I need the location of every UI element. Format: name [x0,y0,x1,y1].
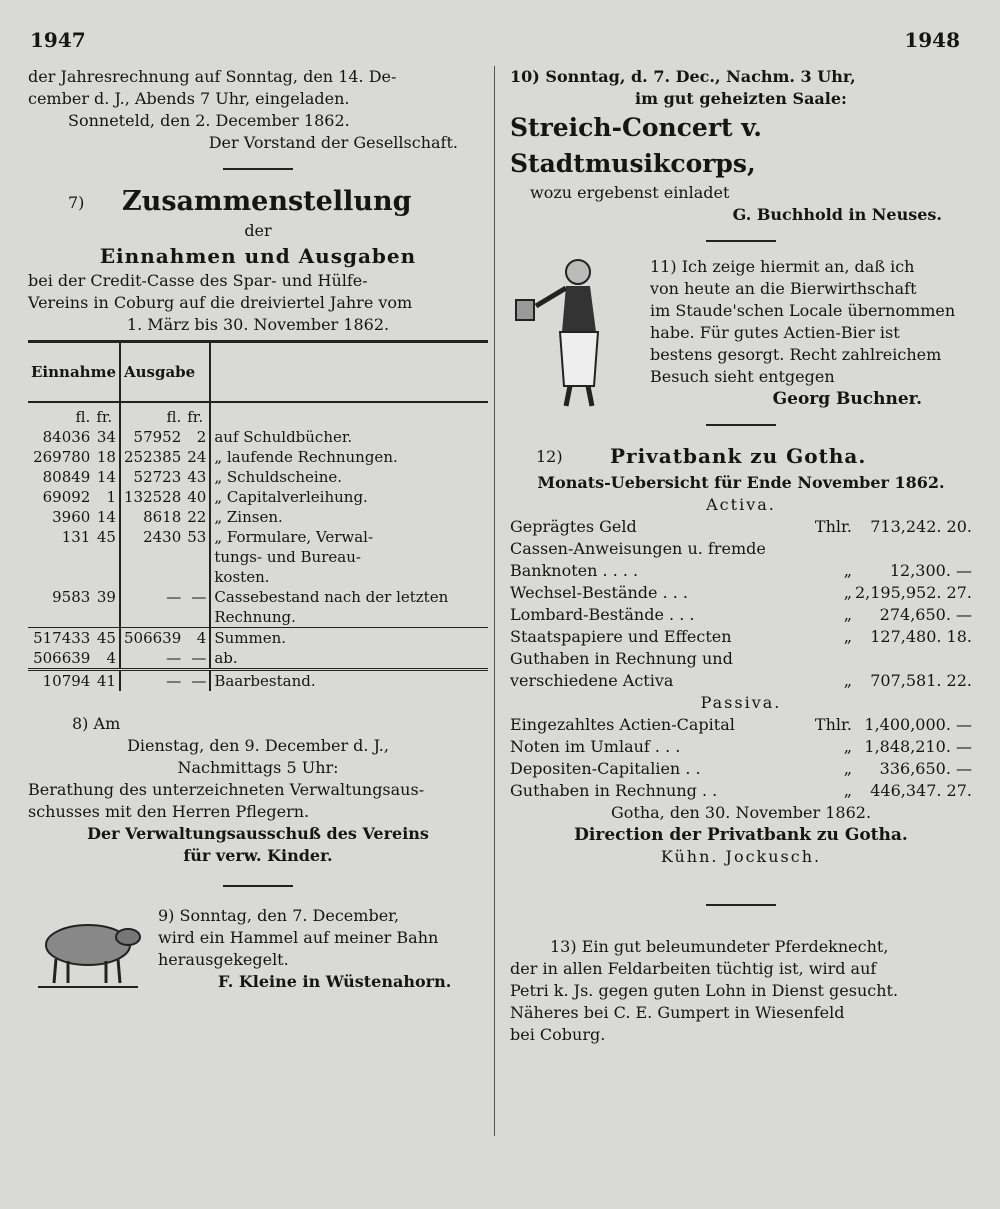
notice-12-subtitle: Monats-Uebersicht für Ende November 1862. [537,473,945,492]
notice-10-line: im gut geheizten Saale: [635,89,847,108]
finance-amt: 12,300. — [889,561,972,580]
table-cell: auf Schuldbücher. [214,428,353,446]
ledger-sums [28,628,488,670]
intro-signature: Der Vorstand der Gesellschaft. [208,133,458,152]
notice-10-line: wozu ergebenst einladet [530,183,730,202]
unit-fl: fl. [120,402,184,427]
finance-cur [806,538,852,560]
finance-row [510,538,972,560]
finance-row [510,780,972,802]
table-cell: „ laufende Rechnungen. [214,448,398,466]
separator [706,240,776,242]
table-cell: 517433 [28,628,93,649]
finance-cur: „ [843,737,852,756]
table-cell [120,567,184,587]
table-cell: 252385 [123,448,182,466]
finance-row [510,758,972,780]
finance-row [510,736,972,758]
finance-cur: „ [843,583,852,602]
table-cell [28,567,93,587]
table-row [28,648,488,670]
notice-9-line: 9) Sonntag, den 7. December, [158,906,400,925]
finance-amt [852,538,972,560]
table-cell: — [166,588,182,606]
notice-8-line: Dienstag, den 9. December d. J., [127,736,389,755]
finance-label: Geprägtes Geld [510,517,637,536]
table-cell: 131 [61,528,91,546]
table-cell: — [120,670,184,692]
notice-13-line: 13) Ein gut beleumundeter Pferdeknecht, [550,937,889,956]
finance-row [510,582,972,604]
finance-amt: 1,848,210. — [864,737,972,756]
finance-label: Guthaben in Rechnung . . [510,781,718,800]
table-cell: 43 [184,467,210,487]
notice-7-title: Zusammenstellung [122,186,412,217]
table-row [28,487,488,507]
table-cell [28,607,93,628]
finance-label: Banknoten . . . . [510,561,639,580]
finance-label: Staatspapiere und Effecten [510,627,732,646]
finance-row [510,560,972,582]
table-cell: Rechnung. [214,608,296,626]
notice-12-number: 12) [536,447,563,466]
table-row [28,427,488,447]
table-cell: 45 [93,628,120,649]
notice-7-number: 7) [68,193,85,212]
intro-place: Sonneteld, den 2. December 1862. [68,111,350,130]
table-cell: 14 [93,507,120,527]
ledger-header-expense: Ausgabe [120,342,210,403]
notice-8-signature: Der Verwaltungsausschuß des Vereins [87,824,429,843]
finance-cur: „ [843,605,852,624]
notice-13-line: Petri k. Js. gegen guten Lohn in Dienst gesucht. [510,981,899,1000]
finance-row [510,670,972,692]
finance-label: Guthaben in Rechnung und [510,649,733,668]
table-cell: 52723 [133,468,182,486]
table-row [28,567,488,587]
unit-kr: fr. [93,402,120,427]
notice-7-text: bei der Credit-Casse des Spar- und Hülfe- [28,271,368,290]
notice-7-subtitle: Einnahmen und Ausgaben [99,244,417,268]
notice-12-names: Kühn. Jockusch. [660,847,822,866]
table-cell: 269780 [33,448,91,466]
notice-13-line: der in allen Feldarbeiten tüchtig ist, wird auf [510,959,877,978]
notice-10-signature: G. Buchhold in Neuses. [732,205,942,224]
page-number-left: 1947 [30,28,86,52]
table-cell: 57952 [133,428,182,446]
finance-amt: 707,581. 22. [870,671,972,690]
table-cell: 2 [184,427,210,447]
notice-11-line: Besuch sieht entgegen [650,367,835,386]
notice-8-text: schusses mit den Herren Pflegern. [28,802,310,821]
notice-12-title-row [510,442,972,472]
passiva-heading: Passiva. [700,693,782,712]
notice-9-line: herausgekegelt. [158,950,289,969]
notice-13-line: Näheres bei C. E. Gumpert in Wiesenfeld [510,1003,845,1022]
ledger-body [28,427,488,628]
table-cell: 24 [184,447,210,467]
table-row [28,587,488,607]
table-cell: 8618 [143,508,182,526]
notice-8-signature: für verw. Kinder. [183,846,333,865]
separator [706,904,776,906]
table-cell: Summen. [210,628,488,649]
table-cell: 53 [184,527,210,547]
finance-label: verschiedene Activa [510,671,674,690]
notice-7-title-row [28,184,488,220]
table-row [28,607,488,628]
unit-kr: fr. [184,402,210,427]
notice-11-line: habe. Für gutes Actien-Bier ist [650,323,900,342]
table-cell [184,567,210,587]
notice-8-text: Berathung des unterzeichneten Verwaltungsaus- [28,780,425,799]
table-row [28,670,488,692]
table-cell: 22 [184,507,210,527]
table-row [28,467,488,487]
table-cell [184,547,210,567]
ledger-table [28,340,488,691]
finance-amt: 2,195,952. 27. [854,583,972,602]
finance-label: Eingezahltes Actien-Capital [510,715,735,734]
table-cell [184,607,210,628]
notice-7-der: der [244,221,272,240]
sheep-icon [28,909,146,989]
table-cell: 3960 [52,508,91,526]
aktiva-list [510,516,972,692]
table-cell: „ Zinsen. [214,508,283,526]
notice-13-line: bei Coburg. [510,1025,606,1044]
table-cell: 34 [93,427,120,447]
notice-11-line: von heute an die Bierwirthschaft [650,279,917,298]
finance-cur: Thlr. [814,517,852,536]
table-cell: Cassebestand nach der letzten [214,588,449,606]
table-cell: 69092 [42,488,91,506]
finance-amt [852,648,972,670]
finance-amt: 1,400,000. — [864,715,972,734]
notice-12-title: Privatbank zu Gotha. [610,444,867,468]
table-cell: 40 [184,487,210,507]
table-cell [93,607,120,628]
finance-label: Noten im Umlauf . . . [510,737,681,756]
notice-7-text: 1. März bis 30. November 1862. [126,315,390,334]
finance-label: Cassen-Anweisungen u. fremde [510,539,766,558]
notice-10-title: Streich-Concert v. Stadtmusikcorps, [510,113,762,178]
table-row [28,447,488,467]
table-cell: 45 [93,527,120,547]
table-cell: 14 [93,467,120,487]
finance-label: Wechsel-Bestände . . . [510,583,689,602]
notice-9-line: wird ein Hammel auf meiner Bahn [158,928,439,947]
table-cell: „ Schuldscheine. [214,468,343,486]
finance-cur: „ [843,627,852,646]
ledger-header-row [28,342,488,403]
ledger-units-row [28,402,488,427]
finance-cur: „ [843,671,852,690]
separator [223,168,293,170]
table-row [28,547,488,567]
finance-cur: Thlr. [814,715,852,734]
finance-label: Lombard-Bestände . . . [510,605,695,624]
table-cell: 506639 [120,628,184,649]
table-cell [93,547,120,567]
finance-cur: „ [843,561,852,580]
finance-amt: 336,650. — [879,759,972,778]
table-cell: Baarbestand. [210,670,488,692]
table-cell: 80849 [42,468,91,486]
table-cell: tungs- und Bureau- [214,548,361,566]
separator [706,424,776,426]
notice-9 [28,905,488,995]
notice-12-date: Gotha, den 30. November 1862. [610,803,872,822]
table-cell [28,547,93,567]
finance-row [510,714,972,736]
separator [223,885,293,887]
finance-amt: 127,480. 18. [870,627,972,646]
finance-label: Depositen-Capitalien . . [510,759,701,778]
table-cell: 4 [184,628,210,649]
unit-fl: fl. [28,402,93,427]
table-cell: 9583 [52,588,91,606]
left-column [28,66,488,995]
table-cell [120,547,184,567]
notice-11 [510,256,972,416]
notice-12-signature: Direction der Privatbank zu Gotha. [574,825,908,845]
table-cell: 1 [93,487,120,507]
intro-line: cember d. J., Abends 7 Uhr, eingeladen. [28,89,350,108]
notice-10-line: 10) Sonntag, d. 7. Dec., Nachm. 3 Uhr, [510,67,856,86]
ledger-final [28,670,488,692]
notice-11-signature: Georg Buchner. [772,389,922,409]
ledger-header-income: Einnahme [28,342,120,403]
table-cell: 41 [93,670,120,692]
column-divider [494,66,495,1136]
table-cell: 10794 [28,670,93,692]
table-cell: „ Formulare, Verwal- [214,528,374,546]
finance-row [510,516,972,538]
table-cell: kosten. [214,568,270,586]
intro-line: der Jahresrechnung auf Sonntag, den 14. De- [28,67,397,86]
finance-row [510,648,972,670]
table-cell: 39 [93,587,120,607]
table-cell: — [184,587,210,607]
finance-cur [806,648,852,670]
finance-amt: 713,242. 20. [870,517,972,536]
finance-amt: 446,347. 27. [870,781,972,800]
table-cell: 4 [93,648,120,670]
table-row [28,507,488,527]
notice-11-line: 11) Ich zeige hiermit an, daß ich [650,257,915,276]
table-cell: 506639 [33,649,91,667]
page-number-right: 1948 [904,28,960,52]
table-cell: 18 [93,447,120,467]
table-cell: — [184,670,210,692]
table-cell: 84036 [42,428,91,446]
table-cell: ab. [214,649,238,667]
table-cell: — [184,648,210,670]
table-cell: 132528 [123,488,182,506]
table-cell [120,607,184,628]
finance-cur: „ [843,781,852,800]
right-column [510,66,972,1046]
finance-cur: „ [843,759,852,778]
table-cell: 2430 [143,528,182,546]
table-cell [93,567,120,587]
passiva-list [510,714,972,802]
table-cell: „ Capitalverleihung. [214,488,368,506]
finance-amt: 274,650. — [879,605,972,624]
table-row [28,527,488,547]
waiter-figure-icon [510,256,630,414]
table-row [28,628,488,649]
notice-8-line: Nachmittags 5 Uhr: [177,758,339,777]
notice-9-signature: F. Kleine in Wüstenahorn. [218,972,452,991]
notice-11-line: bestens gesorgt. Recht zahlreichem [650,345,942,364]
finance-row [510,626,972,648]
notice-8-number: 8) Am [72,714,121,733]
notice-7-text: Vereins in Coburg auf die dreiviertel Jahre vom [28,293,413,312]
aktiva-heading: Activa. [706,495,776,514]
notice-11-line: im Staude'schen Locale übernommen [650,301,956,320]
table-cell: — [166,649,182,667]
finance-row [510,604,972,626]
